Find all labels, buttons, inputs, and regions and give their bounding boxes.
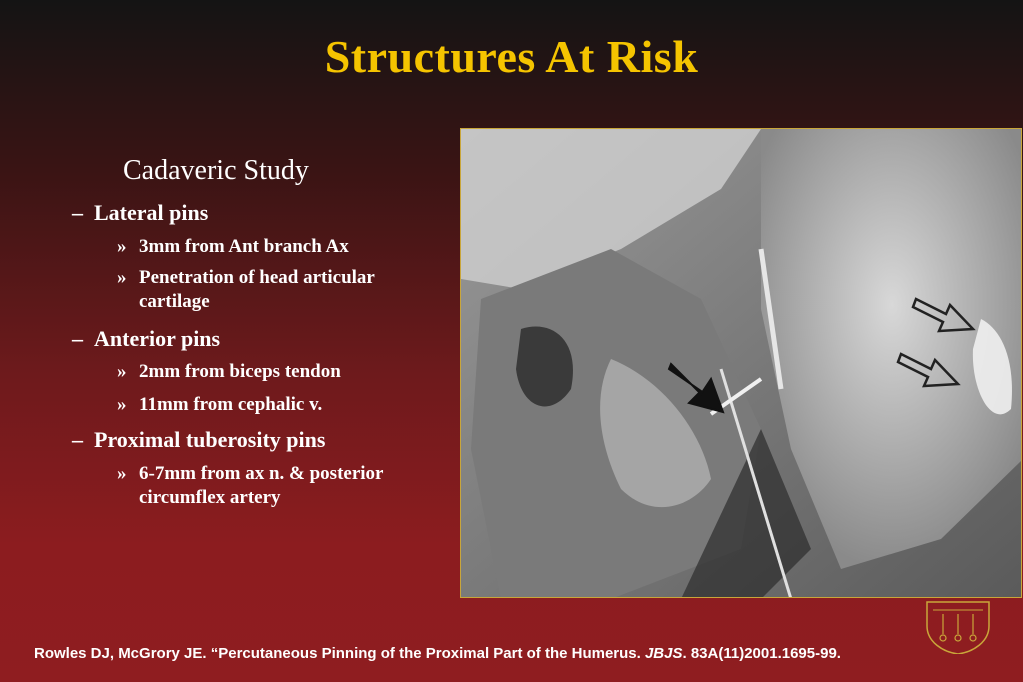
item-text: 2mm from biceps tendon (139, 361, 341, 382)
section-label: Anterior pins (94, 326, 221, 351)
study-heading: Cadaveric Study (123, 155, 309, 186)
sub-bullet: » (117, 236, 127, 257)
item-text: 11mm from cephalic v. (139, 394, 323, 415)
section-label: Proximal tuberosity pins (94, 427, 326, 452)
item-text: 3mm from Ant branch Ax (139, 236, 349, 257)
item-text: 6-7mm from ax n. & posterior circumflex artery (139, 463, 384, 508)
citation-details: . 83A(11)2001.1695-99. (682, 645, 841, 662)
item-text: Penetration of head articular cartilage (139, 267, 375, 312)
dash-bullet: – (72, 200, 83, 225)
citation (34, 645, 841, 662)
citation-journal: JBJS (644, 645, 683, 662)
cadaver-dissection-photo (460, 128, 1022, 598)
sub-bullet: » (117, 267, 127, 288)
dash-bullet: – (72, 326, 83, 351)
university-seal-icon (923, 598, 993, 654)
dash-bullet: – (72, 427, 83, 452)
sub-bullet: » (117, 361, 127, 382)
slide-title: Structures At Risk (324, 31, 699, 82)
sub-bullet: » (117, 394, 127, 415)
citation-authors: Rowles DJ, McGrory JE. “Percutaneous Pinning of the Proximal Part of the Humerus. (34, 645, 641, 662)
sub-bullet: » (117, 463, 127, 484)
section-label: Lateral pins (94, 200, 209, 225)
